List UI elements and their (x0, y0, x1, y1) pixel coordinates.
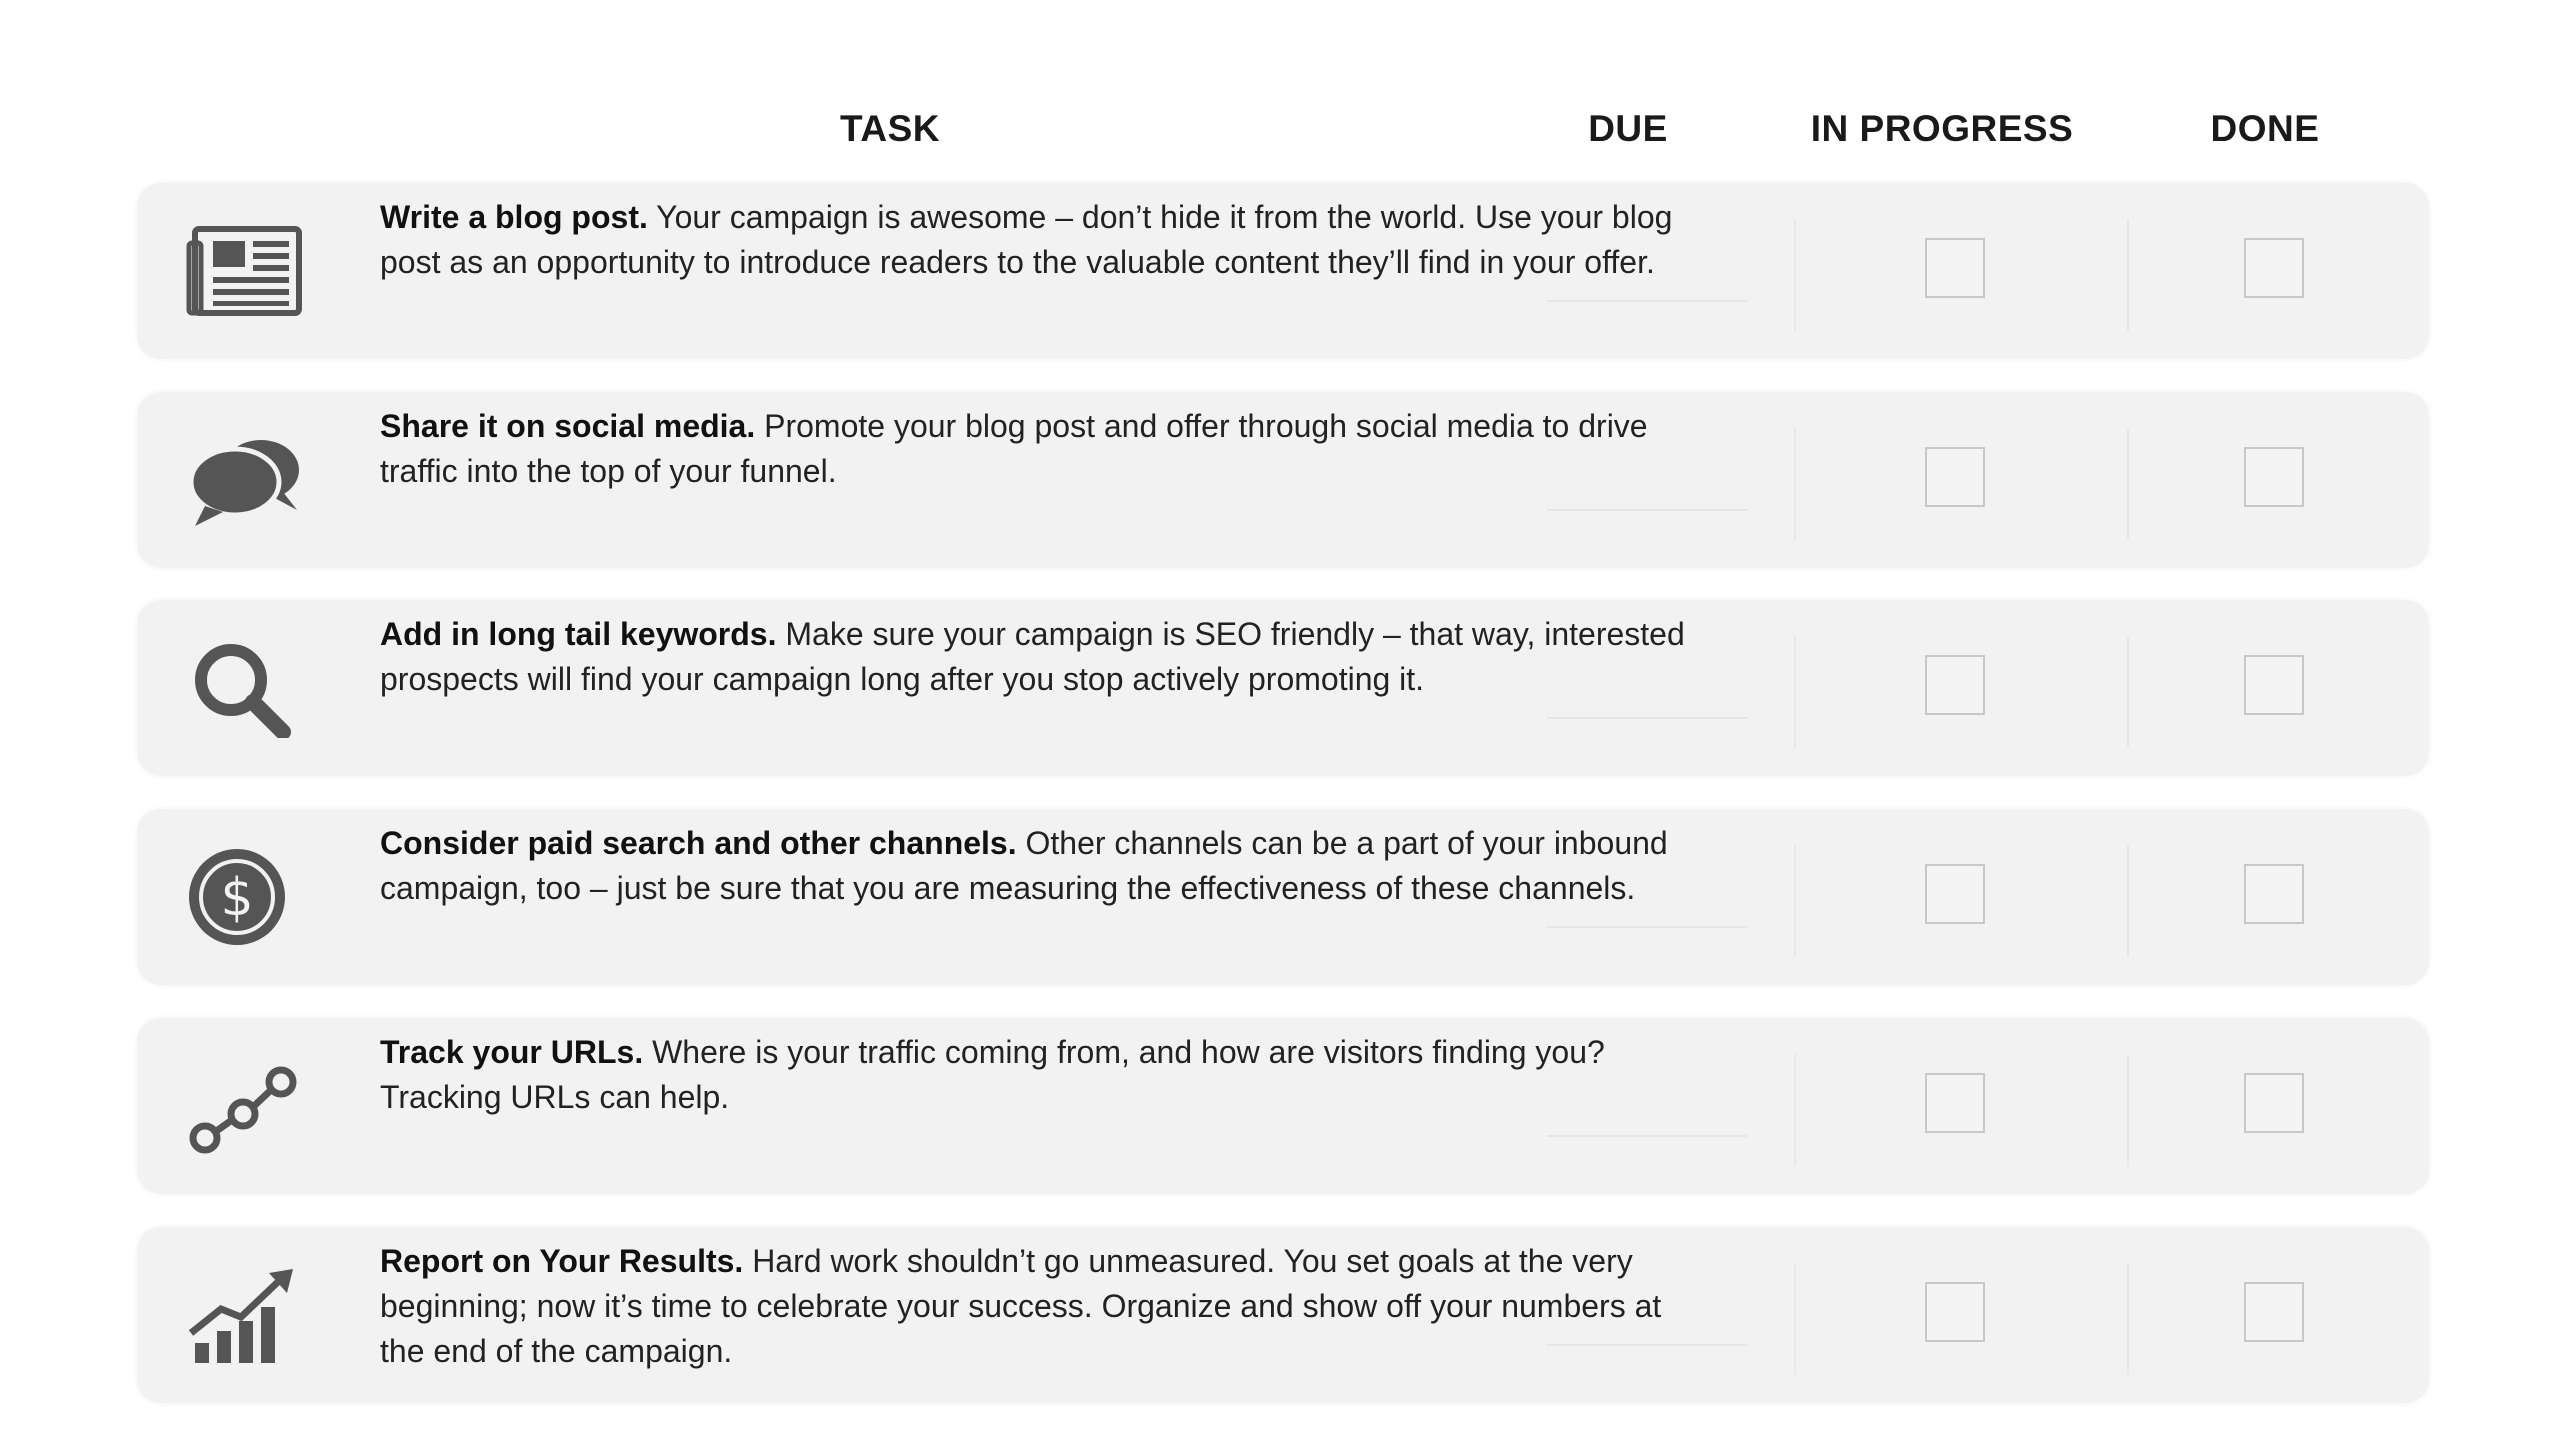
task-row-report-results (137, 1227, 2429, 1403)
due-field[interactable] (1547, 1344, 1747, 1346)
task-title: Report on Your Results. (380, 1243, 744, 1279)
column-divider (1794, 845, 1796, 957)
due-field[interactable] (1547, 300, 1747, 302)
in-progress-checkbox[interactable] (1925, 238, 1985, 298)
task-row-track-urls (137, 1018, 2429, 1194)
task-row-social-media (137, 392, 2429, 568)
task-body: Promote your blog post and offer through social media to drive traffic into the top of your funnel. (380, 408, 1648, 489)
svg-text:$: $ (220, 868, 254, 928)
due-field[interactable] (1547, 926, 1747, 928)
due-field[interactable] (1547, 509, 1747, 511)
column-divider (1794, 1054, 1796, 1166)
column-divider (2127, 1263, 2129, 1375)
task-title: Track your URLs. (380, 1034, 644, 1070)
column-divider (1794, 636, 1796, 748)
header-task: TASK (840, 108, 940, 149)
task-description (380, 612, 1690, 702)
done-checkbox[interactable] (2244, 447, 2304, 507)
column-divider (2127, 636, 2129, 748)
speech-bubbles-icon (185, 430, 305, 530)
done-checkbox[interactable] (2244, 1073, 2304, 1133)
task-body: Make sure your campaign is SEO friendly – that way, interested prospects will find your campaign long after you stop actively promoting it. (380, 616, 1685, 697)
column-divider (2127, 428, 2129, 540)
tracking-path-icon (185, 1056, 305, 1156)
task-title: Consider paid search and other channels. (380, 825, 1017, 861)
growth-chart-icon (185, 1265, 305, 1365)
task-body: Other channels can be a part of your inbound campaign, too – just be sure that you are measuring the effectiveness of these channels. (380, 825, 1668, 906)
magnifier-icon (185, 638, 305, 738)
header-due: DUE (1588, 108, 1668, 149)
due-field[interactable] (1547, 717, 1747, 719)
newspaper-icon (185, 221, 305, 321)
in-progress-checkbox[interactable] (1925, 655, 1985, 715)
done-checkbox[interactable] (2244, 238, 2304, 298)
done-checkbox[interactable] (2244, 864, 2304, 924)
task-title: Write a blog post. (380, 199, 648, 235)
header-in-progress: IN PROGRESS (1810, 108, 2074, 149)
column-divider (2127, 845, 2129, 957)
in-progress-checkbox[interactable] (1925, 1282, 1985, 1342)
column-divider (2127, 219, 2129, 331)
task-description (380, 195, 1690, 285)
done-checkbox[interactable] (2244, 1282, 2304, 1342)
column-divider (2127, 1054, 2129, 1166)
task-row-keywords (137, 600, 2429, 776)
column-divider (1794, 428, 1796, 540)
task-body: Where is your traffic coming from, and how are visitors finding you? Tracking URLs can help. (380, 1034, 1605, 1115)
header-done: DONE (2210, 108, 2320, 149)
task-row-blog-post (137, 183, 2429, 359)
in-progress-checkbox[interactable] (1925, 1073, 1985, 1133)
in-progress-checkbox[interactable] (1925, 447, 1985, 507)
task-description (380, 404, 1690, 494)
done-checkbox[interactable] (2244, 655, 2304, 715)
in-progress-checkbox[interactable] (1925, 864, 1985, 924)
task-description (380, 1239, 1690, 1374)
column-headers (0, 108, 2560, 162)
task-description (380, 821, 1690, 911)
dollar-coin-icon (185, 847, 305, 947)
column-divider (1794, 219, 1796, 331)
task-title: Share it on social media. (380, 408, 756, 444)
task-body: Hard work shouldn’t go unmeasured. You set goals at the very beginning; now it’s time to celebrate your success. Organize and show off your numbers at the end of the campaign. (380, 1243, 1662, 1369)
task-description (380, 1030, 1690, 1120)
task-row-paid-search (137, 809, 2429, 985)
column-divider (1794, 1263, 1796, 1375)
due-field[interactable] (1547, 1135, 1747, 1137)
task-title: Add in long tail keywords. (380, 616, 777, 652)
task-body: Your campaign is awesome – don’t hide it from the world. Use your blog post as an opportunity to introduce readers to the valuable content they’ll find in your offer. (380, 199, 1673, 280)
